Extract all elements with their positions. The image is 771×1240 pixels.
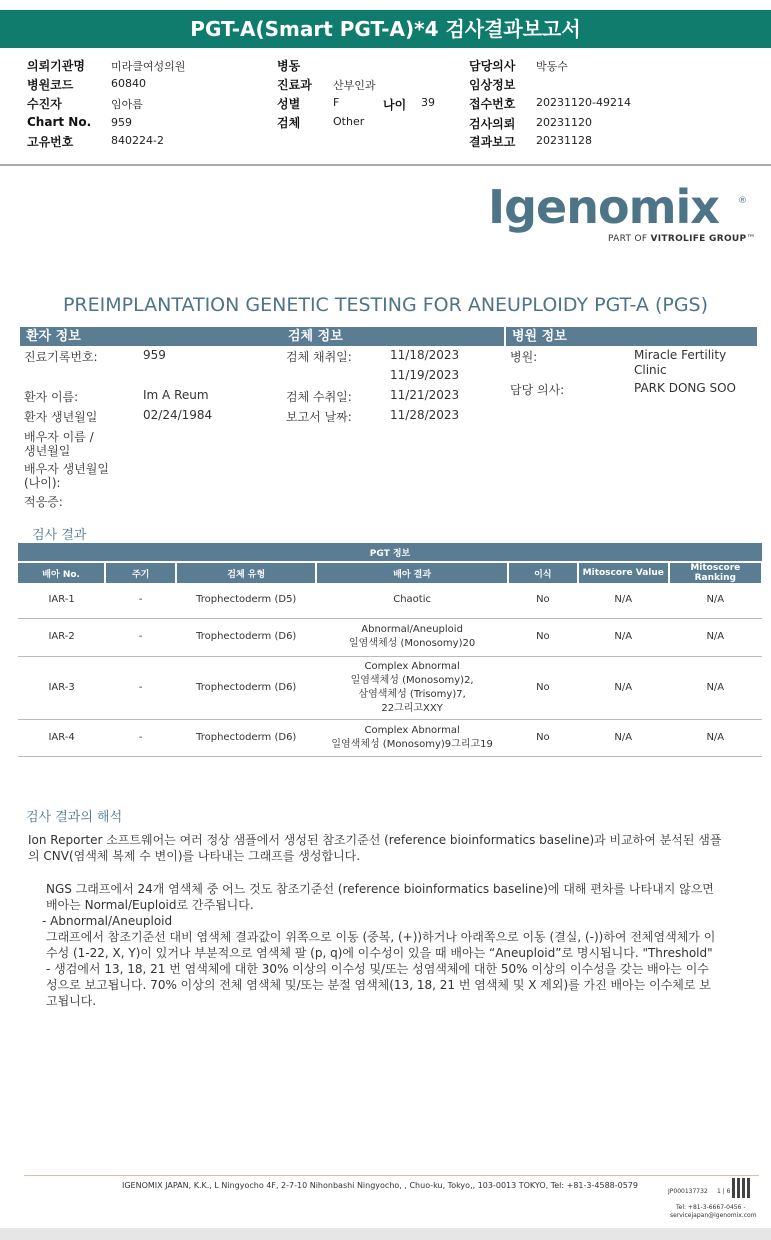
spouse-name-label-1: 배우자 이름 / [24, 430, 94, 444]
embryo-result-cell [316, 719, 507, 756]
column-header: 검체 유형 [176, 562, 316, 583]
header-value: 959 [111, 116, 132, 129]
embryo-no-cell: IAR-4 [18, 719, 105, 756]
document-id: JP000137732 [668, 1188, 708, 1195]
table-body [18, 583, 762, 756]
table-row [18, 656, 762, 719]
receive-date-value: 11/21/2023 [390, 388, 460, 402]
mitoscore-ranking-cell: N/A [669, 656, 762, 719]
logo-sub-suffix: ™ [746, 234, 756, 244]
result-line: 일염색체성 (Monosomy)9그리고19 [331, 738, 493, 750]
specimen-type-cell: Trophectoderm (D6) [176, 656, 316, 719]
result-line: Chaotic [393, 594, 431, 606]
column-header: 배아 결과 [316, 562, 507, 583]
result-line: Complex Abnormal [364, 724, 460, 736]
header-label: 검사의뢰 [469, 117, 516, 131]
embryo-result-cell [316, 618, 507, 656]
header-value: 임아름 [111, 98, 143, 111]
table-header-row [18, 562, 762, 583]
mitoscore-value-cell: N/A [578, 583, 669, 618]
patient-dob-label: 환자 생년월일 [24, 410, 98, 424]
bottom-bar [0, 1228, 771, 1240]
cycle-cell: - [105, 583, 176, 618]
mitoscore-ranking-cell: N/A [669, 583, 762, 618]
transfer-cell: No [508, 719, 578, 756]
footer-address: IGENOMIX JAPAN, K.K., L Ningyocho 4F, 2-7-10 Nihonbashi Ningyocho, , Chuo-ku, Tokyo,, 103-0013 TOKYO, Tel: +81-3-4588-0579 [121, 1181, 638, 1190]
doctor-label: 담당 의사: [510, 383, 565, 397]
header-label: 성별 [277, 97, 301, 111]
logo-sub-prefix: PART OF [608, 234, 651, 244]
column-header: 배아 No. [18, 562, 105, 583]
specimen-info-header: 검체 정보 [282, 327, 504, 346]
header-value: 840224-2 [111, 134, 164, 147]
receive-date-label: 검체 수취일: [286, 390, 352, 404]
report-date-value: 11/28/2023 [390, 408, 460, 422]
interpretation-paragraph-3: 그래프에서 참조기준선 대비 염색체 결과값이 위쪽으로 이동 (중복, (+))하거나 아래쪽으로 이동 (결실, (-))하여 전체염색체가 이수성 (1-22, X, Y)이 있거나 부분적으로 염색체 팔 (p, q)에 이수성이 있을 때 배아는 “Aneuploid”로 명시됩니다. "Threshold" - 생검에서 13, 18, 21 번 염색체에 대한 30% 이상의 이수성 및/또는 성염색체에 대한 50% 이상의 이수성을 갖는 배아는 이수성으로 보고됩니다. 70% 이상의 전체 염색체 및/또는 분절 염색체(13, 18, 21 번 염색체 및 X 제외)를 가진 배아는 이수체로 보고됩니다. [46, 930, 716, 1008]
column-header: Mitoscore Value [578, 562, 669, 583]
result-line: Abnormal/Aneuploid [361, 624, 463, 635]
page-number: 1 | 6 [717, 1188, 731, 1195]
patient-info-header: 환자 정보 [20, 327, 282, 346]
footer-phone: Tel: +81-3-6667-0456 - [676, 1204, 746, 1211]
collect-date-label: 검체 채취일: [286, 350, 352, 364]
column-header: Mitoscore Ranking [669, 562, 762, 583]
hospital-label: 병원: [510, 350, 538, 364]
header-value: 20231120 [536, 116, 592, 129]
header-value: 산부인과 [333, 79, 376, 92]
embryo-no-cell: IAR-3 [18, 656, 105, 719]
logo-sub-brand: VITROLIFE GROUP [650, 234, 747, 244]
header-label: 의뢰기관명 [27, 59, 85, 73]
igenomix-logo: Igenomix [488, 180, 719, 234]
transfer-cell: No [508, 618, 578, 656]
table-title: PGT 정보 [18, 543, 762, 562]
header-value: 20231128 [536, 134, 592, 147]
result-line: 일염색체성 (Monosomy)20 [349, 638, 476, 649]
interpretation-subtitle: - Abnormal/Aneuploid [42, 914, 173, 928]
report-date-label: 보고서 날짜: [286, 410, 352, 424]
header-value: F [333, 96, 340, 109]
result-line: 일염색체성 (Monosomy)2, [350, 674, 474, 686]
collect-date-value-1: 11/18/2023 [390, 348, 460, 362]
logo-subtitle [608, 234, 756, 244]
header-value: Other [333, 115, 365, 128]
table-row [18, 618, 762, 656]
hospital-info-header: 병원 정보 [506, 327, 757, 346]
table-row [18, 583, 762, 618]
header-label: 임상정보 [469, 78, 516, 92]
result-line: 삼염색체성 (Trisomy)7, [358, 688, 466, 700]
result-line: 22그리고XXY [381, 702, 443, 714]
mitoscore-value-cell: N/A [578, 656, 669, 719]
result-line: Complex Abnormal [364, 660, 460, 672]
mitoscore-ranking-cell: N/A [669, 618, 762, 656]
specimen-type-cell: Trophectoderm (D6) [176, 618, 316, 656]
record-no-value: 959 [143, 348, 166, 362]
collect-date-value-2: 11/19/2023 [390, 368, 460, 382]
column-header: 주기 [105, 562, 176, 583]
record-no-label: 진료기록번호: [24, 350, 98, 364]
table-row [18, 719, 762, 756]
header-value: 60840 [111, 77, 146, 90]
mitoscore-value-cell: N/A [578, 618, 669, 656]
footer-email: servicejapan@igenomix.com [670, 1212, 757, 1219]
spouse-dob-label-2: (나이): [24, 476, 61, 490]
header-divider [0, 164, 771, 166]
interpretation-paragraph-1: Ion Reporter 소프트웨어는 여러 정상 샘플에서 생성된 참조기준선 (reference bioinformatics baseline)과 비교하여 분석된 샘플의 CNV(염색체 복제 수 변이)를 나타내는 그래프를 생성합니다. [28, 833, 722, 863]
column-header: 이식 [508, 562, 578, 583]
report-title-bar: PGT-A(Smart PGT-A)*4 검사결과보고서 [0, 10, 771, 48]
cycle-cell: - [105, 719, 176, 756]
interpretation-paragraph-2: NGS 그래프에서 24개 염색체 중 어느 것도 참조기준선 (reference bioinformatics baseline)에 대해 편차를 나타내지 않으면 배아는 Normal/Euploid로 간주됩니다. [46, 882, 714, 912]
cycle-cell: - [105, 618, 176, 656]
spouse-name-label-2: 생년월일 [24, 444, 71, 458]
age-label: 나이 [383, 98, 407, 112]
transfer-cell: No [508, 583, 578, 618]
header-label: 결과보고 [469, 135, 516, 149]
embryo-result-cell [316, 583, 507, 618]
header-label: 수진자 [27, 97, 62, 111]
registered-mark: ® [738, 196, 747, 206]
cycle-cell: - [105, 656, 176, 719]
transfer-cell: No [508, 656, 578, 719]
embryo-result-cell [316, 656, 507, 719]
embryo-no-cell: IAR-1 [18, 583, 105, 618]
interpretation-title: 검사 결과의 해석 [26, 810, 123, 825]
header-value: 20231120-49214 [536, 96, 631, 109]
results-title: 검사 결과 [32, 528, 87, 543]
specimen-type-cell: Trophectoderm (D5) [176, 583, 316, 618]
header-label: 고유번호 [27, 135, 74, 149]
patient-dob-value: 02/24/1984 [143, 408, 213, 422]
specimen-type-cell: Trophectoderm (D6) [176, 719, 316, 756]
age-value: 39 [421, 96, 435, 109]
mitoscore-ranking-cell: N/A [669, 719, 762, 756]
pgt-results-table [18, 543, 763, 757]
header-label: 병동 [277, 59, 301, 73]
header-label: 진료과 [277, 78, 312, 92]
patient-name-label: 환자 이름: [24, 390, 79, 404]
report-main-title: PREIMPLANTATION GENETIC TESTING FOR ANEUPLOIDY PGT-A (PGS) [62, 294, 709, 316]
embryo-no-cell: IAR-2 [18, 618, 105, 656]
header-label: 담당의사 [469, 59, 516, 73]
header-label: 검체 [277, 116, 301, 130]
header-value: 박동수 [536, 60, 568, 73]
spouse-dob-label-1: 배우자 생년월일 [24, 462, 109, 476]
indication-label: 적응증: [24, 495, 63, 509]
patient-name-value: Im A Reum [143, 388, 209, 402]
header-value: 미라클여성의원 [111, 60, 186, 73]
header-label: 접수번호 [469, 97, 516, 111]
doctor-value: PARK DONG SOO [634, 381, 736, 395]
header-label: Chart No. [27, 115, 92, 129]
header-label: 병원코드 [27, 78, 74, 92]
footer-divider [24, 1175, 759, 1176]
hospital-value-1: Miracle Fertility [634, 348, 727, 362]
mitoscore-value-cell: N/A [578, 719, 669, 756]
hospital-value-2: Clinic [634, 363, 667, 377]
qr-code-icon [732, 1178, 752, 1198]
